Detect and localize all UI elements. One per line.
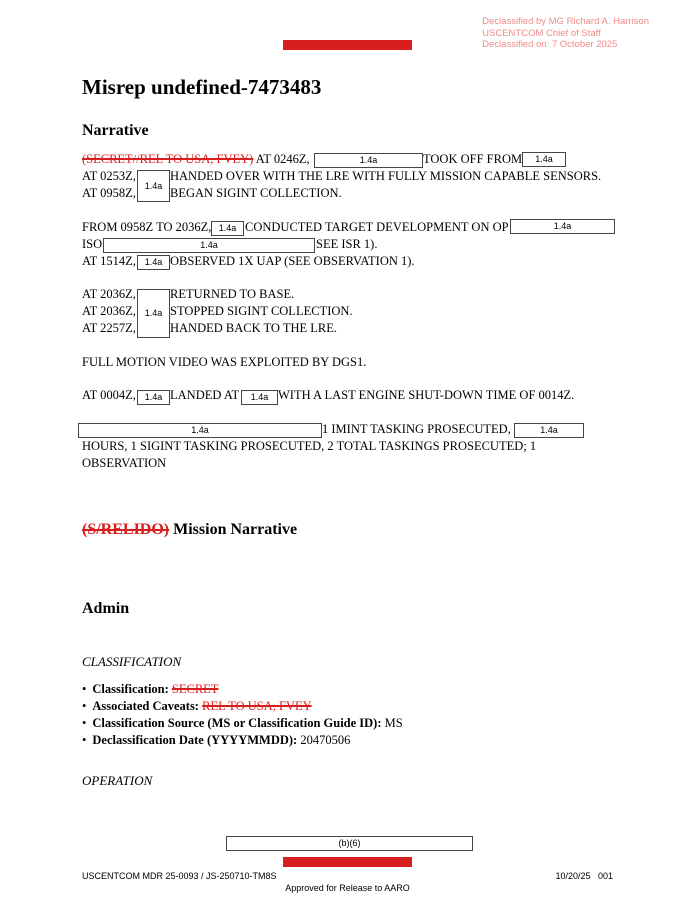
narrative-line: BEGAN SIGINT COLLECTION. xyxy=(170,186,342,200)
redaction-box: 1.4a xyxy=(78,423,322,438)
narrative-line: 1 IMINT TASKING PROSECUTED, xyxy=(322,422,511,436)
redaction-box: 1.4a xyxy=(211,221,244,236)
footer-approval: Approved for Release to AARO xyxy=(285,883,410,893)
item-value: MS xyxy=(384,716,403,730)
narrative-line: HOURS, 1 SIGINT TASKING PROSECUTED, 2 TOTAL TASKINGS PROSECUTED; 1 xyxy=(82,439,537,453)
narrative-line: AT 2036Z, xyxy=(82,287,136,301)
narrative-line: HANDED OVER WITH THE LRE WITH FULLY MISSION CAPABLE SENSORS. xyxy=(170,169,602,183)
redaction-box: 1.4a xyxy=(137,390,170,405)
classification-subheading: CLASSIFICATION xyxy=(82,654,182,669)
classification-marking: (SECRET//REL TO USA, FVEY) xyxy=(82,152,254,166)
item-label: Associated Caveats: xyxy=(92,699,199,713)
bottom-classification-banner xyxy=(0,857,695,867)
redaction-box: 1.4a xyxy=(510,219,615,234)
redaction-box: 1.4a xyxy=(103,238,315,253)
mission-narrative-heading xyxy=(82,521,297,539)
page-title: Misrep undefined-7473483 xyxy=(82,75,322,99)
narrative-line: STOPPED SIGINT COLLECTION. xyxy=(170,304,353,318)
redaction-box: 1.4a xyxy=(137,289,170,338)
redaction-box: 1.4a xyxy=(314,153,423,168)
footer-redaction-box: (b)(6) xyxy=(226,836,473,851)
narrative-line: TOOK OFF FROM xyxy=(423,152,523,166)
list-item xyxy=(82,715,403,732)
list-item xyxy=(82,681,403,698)
item-label: Classification: xyxy=(92,682,169,696)
operation-subheading: OPERATION xyxy=(82,773,153,788)
redaction-box: 1.4a xyxy=(241,390,278,405)
heading-text: Mission Narrative xyxy=(173,521,298,538)
narrative-line: WITH A LAST ENGINE SHUT-DOWN TIME OF 0014Z. xyxy=(278,388,575,402)
redaction-box: 1.4a xyxy=(137,255,170,270)
narrative-line: FROM 0958Z TO 2036Z, xyxy=(82,220,212,234)
footer-date-page: 10/20/25 001 xyxy=(555,871,613,881)
list-item xyxy=(82,698,403,715)
redaction-box: 1.4a xyxy=(522,152,566,167)
narrative-line: CONDUCTED TARGET DEVELOPMENT ON OP xyxy=(245,220,509,234)
redaction-box: 1.4a xyxy=(514,423,584,438)
narrative-line xyxy=(82,151,310,168)
item-label: Declassification Date (YYYYMMDD): xyxy=(92,733,298,747)
banner-text: SECRET//REL TO USA, FVEY xyxy=(285,857,410,867)
narrative-line: AT 0004Z, xyxy=(82,388,136,402)
stamp-line: Declassified on: 7 October 2025 xyxy=(482,39,618,50)
item-label: Classification Source (MS or Classification Guide ID): xyxy=(92,716,382,730)
admin-heading: Admin xyxy=(82,600,130,617)
narrative-line: SEE ISR 1). xyxy=(316,237,378,251)
narrative-line: AT 0958Z, xyxy=(82,186,136,200)
list-item xyxy=(82,732,403,749)
narrative-line: AT 2036Z, xyxy=(82,304,136,318)
narrative-line: RETURNED TO BASE. xyxy=(170,287,295,301)
narrative-line: OBSERVATION xyxy=(82,456,167,470)
stamp-line: USCENTCOM Chief of Staff xyxy=(482,27,601,39)
narrative-line: AT 1514Z, xyxy=(82,254,136,268)
footer-document-id: USCENTCOM MDR 25-0093 / JS-250710-TM8S xyxy=(82,871,277,881)
top-classification-banner xyxy=(0,40,695,50)
item-value: SECRET xyxy=(171,682,219,696)
stamp-line: Declassified by MG Richard A. Harrison xyxy=(482,16,649,27)
narrative-line: AT 2257Z, xyxy=(82,321,136,335)
banner-text: SECRET//REL TO USA, FVEY xyxy=(285,40,410,50)
narrative-line: AT 0253Z, xyxy=(82,169,136,183)
narrative-line: ISO xyxy=(82,237,103,251)
item-value: REL TO USA, FVEY xyxy=(202,699,312,713)
classification-list xyxy=(82,681,403,749)
narrative-line: FULL MOTION VIDEO WAS EXPLOITED BY DGS1. xyxy=(82,355,367,369)
narrative-line: LANDED AT xyxy=(170,388,240,402)
redaction-box: 1.4a xyxy=(137,170,170,202)
text: AT 0246Z, xyxy=(255,152,310,166)
classification-marking: (S/RELIDO) xyxy=(82,521,170,538)
item-value: 20470506 xyxy=(300,733,351,747)
narrative-line: HANDED BACK TO THE LRE. xyxy=(170,321,338,335)
narrative-heading: Narrative xyxy=(82,122,149,139)
narrative-line: OBSERVED 1X UAP (SEE OBSERVATION 1). xyxy=(170,254,415,268)
